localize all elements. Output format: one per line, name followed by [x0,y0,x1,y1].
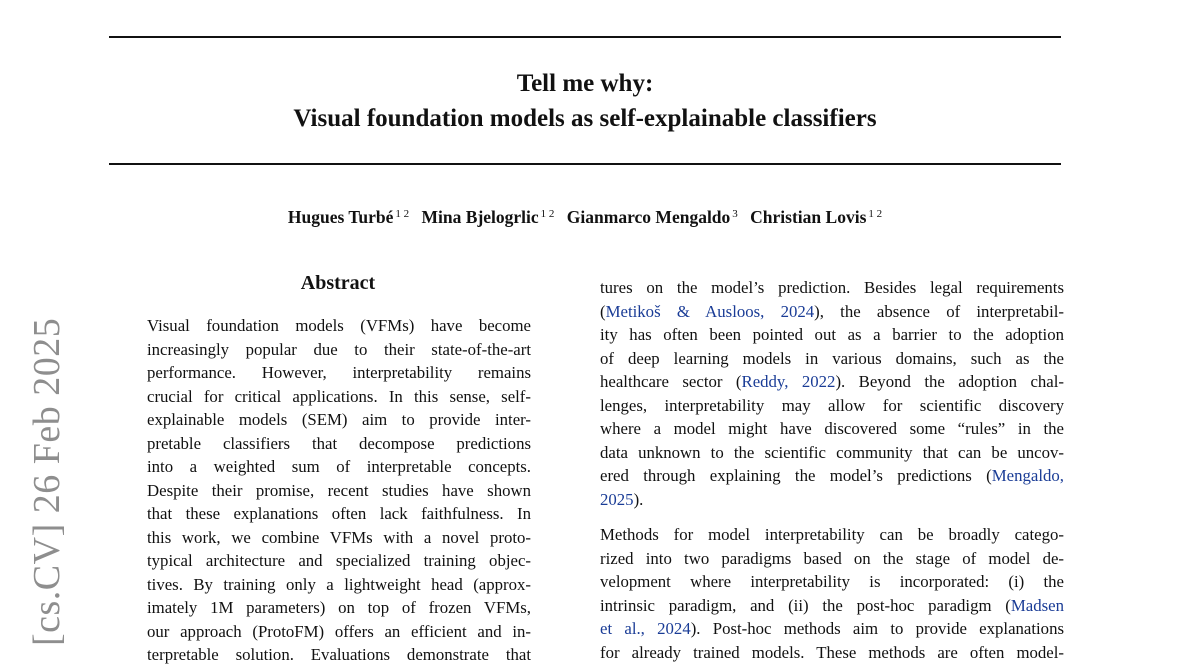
abstract-line: tives. By training only a lightweight head (approx- [147,574,531,594]
abstract-line: pretable classifiers that decompose predictions [147,433,531,453]
body-line: et al., 2024). Post-hoc methods aim to provide explanations [600,619,1064,638]
abstract-line: explainable models (SEM) aim to provide inter- [147,410,531,429]
abstract-line: crucial for critical applications. In this sense, self- [147,386,531,406]
abstract-line: terpretable solution. Evaluations demonstrate that [147,645,531,664]
abstract-line: typical architecture and specialized training objec- [147,551,531,570]
body-line: rized into two paradigms based on the stage of model de- [600,548,1064,568]
abstract-line: performance. However, interpretability remains [147,363,531,382]
citation-link[interactable]: Metikoš & Ausloos, 2024 [605,301,815,321]
abstract-line: this work, we combine VFMs with a novel proto- [147,527,531,547]
body-line: where a model might have discovered some “rules” in the [600,419,1064,438]
citation-link[interactable]: et al., 2024 [600,619,691,638]
paragraph-2 [600,523,1064,664]
abstract-line: that these explanations often lack faithfulness. In [147,504,531,523]
abstract-line: imately 1M parameters) on top of frozen VFMs, [147,598,531,617]
author: Gianmarco Mengaldo $^3$ [566,207,738,227]
arxiv-sidebar-stamp: [cs.CV] 26 Feb 2025 [26,317,68,646]
body-line: data unknown to the scientific community that can be uncov- [600,442,1064,462]
body-line: tures on the model’s prediction. Besides legal requirements [600,278,1064,297]
abstract-heading: Abstract [300,272,376,294]
paper-title-line-1: Tell me why: [516,70,654,97]
abstract-line: Visual foundation models (VFMs) have become [147,316,531,335]
body-line: for already trained models. These methods are often model- [600,642,1064,662]
body-line: (Metikoš & Ausloos, 2024), the absence of interpretabil- [600,301,1064,321]
author-list [109,207,1061,228]
top-rule [109,36,1061,38]
body-line: healthcare sector (Reddy, 2022). Beyond the adoption chal- [600,372,1064,391]
body-line: velopment where interpretability is incorporated: (i) the [600,572,1064,591]
author: Mina Bjelogrlic $^{1 2}$ [421,207,555,227]
body-line: ity has often been pointed out as a barrier to the adoption [600,325,1064,344]
body-line: Methods for model interpretability can be broadly catego- [600,525,1064,544]
author: Christian Lovis $^{1 2}$ [750,207,883,227]
body-text-column [600,276,1064,664]
citation-link[interactable]: Madsen [1010,595,1064,615]
abstract-line: our approach (ProtoFM) offers an efficient and in- [147,621,531,641]
paragraph-1 [600,276,1064,511]
abstract-line: Despite their promise, recent studies have shown [147,480,531,500]
author: Hugues Turbé $^{1 2}$ [287,207,410,227]
abstract-line: increasingly popular due to their state-of-the-art [147,339,531,359]
paper-title-line-2: Visual foundation models as self-explainable classifiers [293,105,877,132]
bottom-rule [109,163,1061,165]
body-line: 2025). [600,489,644,509]
body-line: intrinsic paradigm, and (ii) the post-hoc paradigm (Madsen [600,595,1064,615]
abstract-line: into a weighted sum of interpretable concepts. [147,457,531,476]
abstract-text [147,314,531,667]
body-line: ered through explaining the model’s predictions (Mengaldo, [600,466,1064,485]
citation-link[interactable]: Mengaldo, [991,466,1064,485]
body-line: lenges, interpretability may allow for scientific discovery [600,395,1064,415]
body-line: of deep learning models in various domains, such as the [600,348,1064,368]
citation-link[interactable]: 2025 [600,489,634,509]
citation-link[interactable]: Reddy, 2022 [741,372,836,391]
